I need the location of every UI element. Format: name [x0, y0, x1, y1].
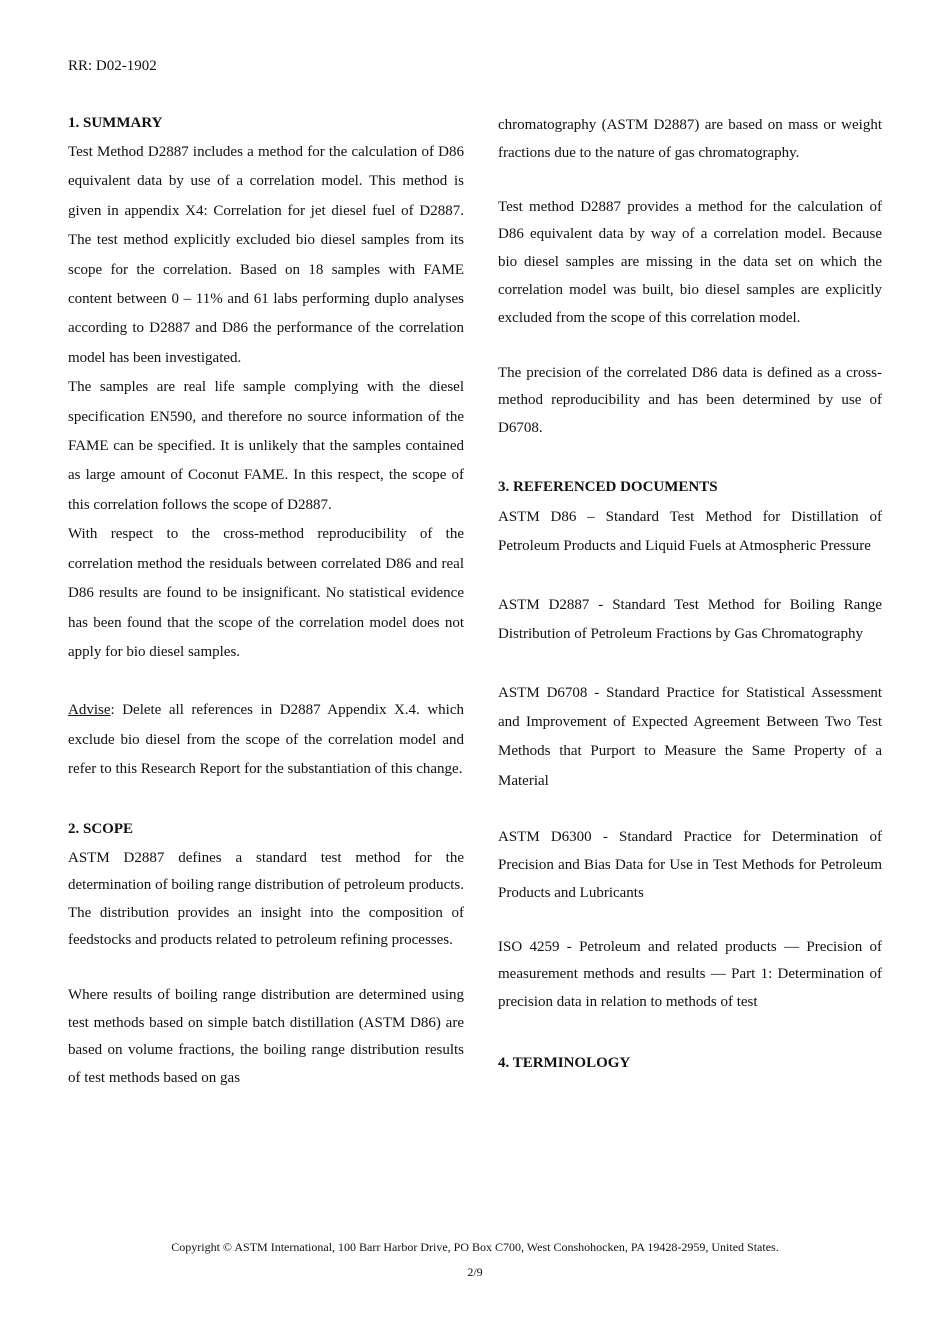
- scope-paragraph-2-continued: chromatography (ASTM D2887) are based on mass or weight fractions due to the nature of gas chromatography.: [498, 117, 882, 161]
- terminology-heading: 4. TERMINOLOGY: [498, 1055, 631, 1071]
- advise-paragraph: [68, 696, 464, 784]
- summary-heading: 1. SUMMARY: [68, 115, 163, 131]
- reference-d6708: ASTM D6708 - Standard Practice for Statistical Assessment and Improvement of Expected Agreement Between Two Test Methods that Purport to Measure the Same Property of a Material: [498, 684, 882, 789]
- right-column: [498, 112, 882, 1074]
- scope-heading: 2. SCOPE: [68, 820, 134, 837]
- referenced-documents-heading: 3. REFERENCED DOCUMENTS: [498, 478, 718, 495]
- advise-text: : Delete all references in D2887 Appendix X.4. which exclude bio diesel from the scope of the correlation model and refer to this Research Report for the substantiation of this change.: [68, 702, 464, 778]
- page-number: 2/9: [467, 1265, 483, 1279]
- advise-label: Advise: [68, 702, 111, 719]
- scope-paragraph-1: ASTM D2887 defines a standard test method for the determination of boiling range distribution of petroleum products. The distribution provides an insight into the composition of feedstocks and products related to petroleum refining processes.: [68, 849, 464, 949]
- reference-iso4259: ISO 4259 - Petroleum and related products — Precision of measurement methods and results — Part 1: Determination of precision data in relation to methods of test: [498, 938, 882, 1011]
- reference-d86: ASTM D86 – Standard Test Method for Distillation of Petroleum Products and Liquid Fuels at Atmospheric Pressure: [498, 508, 882, 555]
- summary-paragraph-2: The samples are real life sample complying with the diesel specification EN590, and therefore no source information of the FAME can be specified. It is unlikely that the samples contained as large amount of Coconut FAME. In this respect, the scope of this correlation follows the scope of D2887.: [68, 379, 464, 513]
- copyright-footer: Copyright © ASTM International, 100 Barr Harbor Drive, PO Box C700, West Conshohocken, PA 19428-2959, United States.: [171, 1240, 779, 1254]
- scope-paragraph-2: Where results of boiling range distribution are determined using test methods based on simple batch distillation (ASTM D86) are based on volume fractions, the boiling range distribution results of test methods based on gas: [68, 986, 464, 1086]
- document-header: RR: D02-1902: [68, 58, 157, 74]
- reference-d2887: ASTM D2887 - Standard Test Method for Boiling Range Distribution of Petroleum Fractions by Gas Chromatography: [498, 596, 882, 643]
- summary-paragraph-3: With respect to the cross-method reproducibility of the correlation method the residuals between correlated D86 and real D86 results are found to be insignificant. No statistical evidence has been found that the scope of the correlation model does not apply for bio diesel samples.: [68, 526, 464, 660]
- reference-d6300: ASTM D6300 - Standard Practice for Determination of Precision and Bias Data for Use in Test Methods for Petroleum Products and Lubricants: [498, 829, 882, 901]
- summary-paragraph-1: Test Method D2887 includes a method for the calculation of D86 equivalent data by use of a correlation model. This method is given in appendix X4: Correlation for jet diesel fuel of D2887. The test method explicitly excluded bio diesel samples from its scope for the correlation. Based on 18 samples with FAME content between 0 – 11% and 61 labs performing duplo analyses according to D2887 and D86 the performance of the correlation model has been investigated.: [68, 144, 464, 366]
- left-column: [68, 112, 464, 1092]
- scope-paragraph-4: The precision of the correlated D86 data is defined as a cross-method reproducibility and has been determined by use of D6708.: [498, 364, 882, 437]
- scope-paragraph-3: Test method D2887 provides a method for the calculation of D86 equivalent data by way of a correlation model. Because bio diesel samples are missing in the data set on which the correlation model was built, bio diesel samples are explicitly excluded from the scope of this correlation model.: [498, 198, 882, 326]
